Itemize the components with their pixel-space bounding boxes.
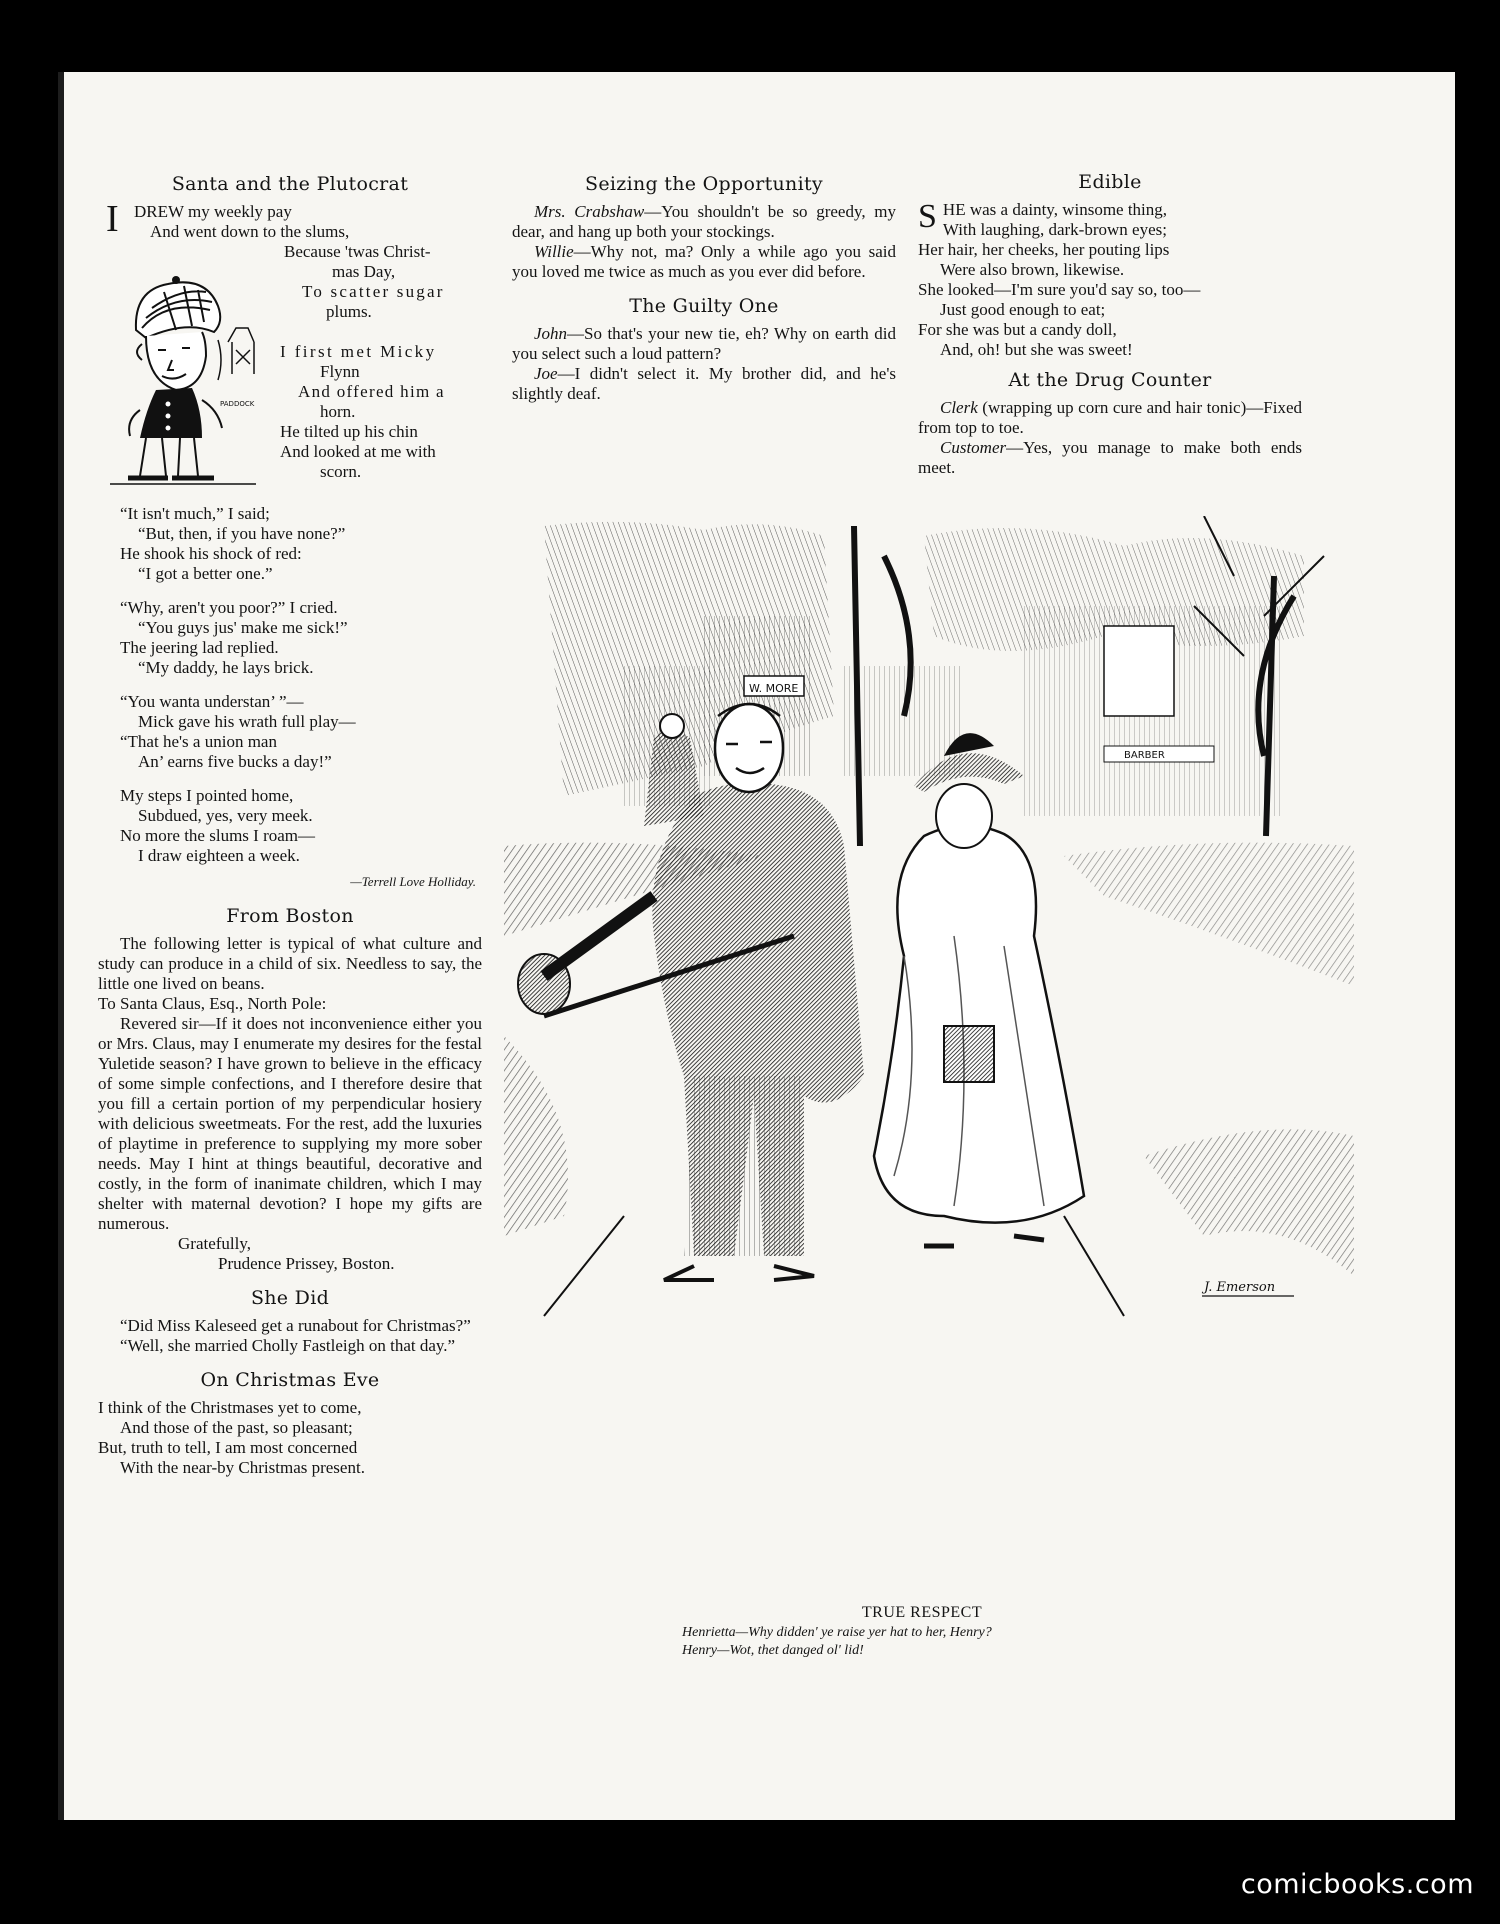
boston-signature: Prudence Prissey, Boston. (218, 1254, 395, 1273)
column-right (918, 172, 1302, 478)
speaker: Willie (534, 242, 574, 261)
poem-text: “I got a better one.” (138, 564, 273, 583)
poem-opening (98, 198, 482, 504)
edible-title: Edible (1078, 171, 1142, 193)
poem-text: “You wanta understan’ ”— (120, 692, 304, 711)
poem-text: “It isn't much,” I said; (120, 504, 270, 523)
guilty-title: The Guilty One (629, 295, 779, 317)
poem-text: I draw eighteen a week. (138, 846, 300, 865)
dialogue: —So that's your new tie, eh? Why on earth did you select such a loud pattern? (512, 324, 896, 363)
store-sign: W. MORE (749, 682, 799, 695)
speaker: Mrs. Crabshaw (534, 202, 645, 221)
poem-text: mas Day, (332, 262, 396, 281)
poem-text: “But, then, if you have none?” (138, 524, 346, 543)
boston-letter: Revered sir—If it does not inconvenience either you or Mrs. Claus, may I enumerate my desires for the festal Yuletide season? I have grown to believe in the efficacy of some simple confections, and I therefore desire that you fill a certain portion of my perpendicular hosiery with delicious sweetmeats. For the rest, add the luxuries of playtime in preference to supplying my more sober needs. May I hint at things beautiful, decorative and costly, in the form of inanimate children, which I may shelter with maternal devotion? I hope my gifts are numerous. (98, 1014, 482, 1233)
poem-text: And looked at me with (280, 442, 436, 461)
poem-text: “That he's a union man (120, 732, 277, 751)
edible-dropcap: S (918, 198, 937, 235)
poem-author: —Terrell Love Holliday. (350, 874, 476, 889)
caption-line-1 (682, 1624, 1162, 1642)
edible-line: With laughing, dark-brown eyes; (942, 220, 1167, 239)
barber-sign: BARBER (1124, 750, 1165, 761)
edible-line: Her hair, her cheeks, her pouting lips (918, 240, 1170, 259)
shedid-question: “Did Miss Kaleseed get a runabout for Christmas?” (120, 1316, 471, 1335)
poem-text: “Why, aren't you poor?” I cried. (120, 598, 338, 617)
poem-dropcap: I (106, 198, 119, 240)
spacer (284, 322, 480, 334)
edible-line: And, oh! but she was sweet! (940, 340, 1133, 359)
poem-text: I first met Micky (280, 342, 437, 361)
boston-closing: Gratefully, (178, 1234, 252, 1253)
dialogue: —I didn't select it. My brother did, and he's slightly deaf. (512, 364, 896, 403)
artist-signature: J. Emerson (1204, 1280, 1276, 1295)
speaker: Henry (682, 1643, 717, 1658)
drug-line-2 (918, 438, 1302, 478)
boston-intro: The following letter is typical of what culture and study can produce in a child of six. Needless to say, the little one lived on beans. (98, 934, 482, 993)
poem-text: The jeering lad replied. (120, 638, 279, 657)
cartoon-caption (682, 1604, 1162, 1660)
column-middle (512, 174, 896, 404)
poem-text: Flynn (320, 362, 360, 381)
edible-line: Were also brown, likewise. (940, 260, 1125, 279)
shedid-answer: “Well, she married Cholly Fastleigh on that day.” (120, 1336, 456, 1355)
edible-line: She looked—I'm sure you'd say so, too— (918, 280, 1201, 299)
true-respect-cartoon-image (504, 516, 1354, 1326)
poem-stanza (98, 504, 482, 584)
poem-text: He shook his shock of red: (120, 544, 302, 563)
poem-text: He tilted up his chin (280, 422, 418, 441)
eve-line: And those of the past, so pleasant; (120, 1418, 353, 1437)
caption-title: TRUE RESPECT (861, 1604, 983, 1621)
poem-text: scorn. (320, 462, 362, 481)
poem-stanza (98, 786, 482, 866)
site-watermark: comicbooks.com (1240, 1869, 1474, 1900)
eve-title: On Christmas Eve (200, 1369, 380, 1391)
shedid-title: She Did (250, 1287, 330, 1309)
seizing-title: Seizing the Opportunity (585, 173, 823, 195)
dialogue: —Yes, you manage to make both ends meet. (918, 438, 1302, 477)
poem-text: My steps I pointed home, (120, 786, 294, 805)
poem-text: “My daddy, he lays brick. (138, 658, 314, 677)
caricature-vignette-image (106, 270, 276, 488)
poem-text: horn. (320, 402, 356, 421)
poem-text: DREW my weekly pay (134, 202, 292, 221)
poem-text: And offered him a (298, 382, 445, 401)
speaker: Customer (940, 438, 1007, 457)
column-left (98, 174, 482, 1478)
poem-title: Santa and the Plutocrat (171, 173, 409, 195)
poem-text: And went down to the slums, (150, 222, 350, 241)
dialogue: (wrapping up corn cure and hair tonic)—Fixed from top to toe. (918, 398, 1302, 437)
poem-line-2 (150, 222, 349, 242)
speaker: Joe (534, 364, 558, 383)
poem-wrap-block-2 (280, 342, 482, 482)
eve-line: I think of the Christmases yet to come, (98, 1398, 362, 1417)
guilty-line-2 (512, 364, 896, 404)
vignette-signature: PADDOCK (220, 400, 255, 408)
poem-text: Because 'twas Christ- (284, 242, 431, 261)
edible-poem (918, 200, 1302, 360)
poem-stanza (98, 598, 482, 678)
drug-title: At the Drug Counter (1008, 369, 1212, 391)
poem-line-1 (134, 202, 292, 222)
dialogue: —You shouldn't be so greedy, my dear, and hang up both your stockings. (512, 202, 896, 241)
poem-text: No more the slums I roam— (120, 826, 315, 845)
eve-line: But, truth to tell, I am most concerned (98, 1438, 358, 1457)
poem-stanza (98, 692, 482, 772)
poem-text: An’ earns five bucks a day!” (138, 752, 332, 771)
magazine-page (58, 72, 1455, 1820)
poem-text: Mick gave his wrath full play— (138, 712, 356, 731)
poem-text: “You guys jus' make me sick!” (138, 618, 348, 637)
speaker: John (534, 324, 568, 343)
poem-text: plums. (326, 302, 372, 321)
boston-title: From Boston (226, 905, 354, 927)
dialogue: —Why not, ma? Only a while ago you said you loved me twice as much as you ever did before. (512, 242, 896, 281)
eve-line: With the near-by Christmas present. (120, 1458, 365, 1477)
boston-salutation: To Santa Claus, Esq., North Pole: (98, 994, 327, 1013)
speaker: Clerk (940, 398, 978, 417)
drug-line-1 (918, 398, 1302, 438)
dialogue: —Why didden' ye raise yer hat to her, Henry? (735, 1625, 992, 1640)
dialogue: —Wot, thet danged ol' lid! (717, 1643, 864, 1658)
edible-line: For she was but a candy doll, (918, 320, 1117, 339)
caption-line-2 (682, 1642, 1162, 1660)
poem-text: Subdued, yes, very meek. (138, 806, 313, 825)
binding-edge (58, 72, 64, 1820)
speaker: Henrietta (682, 1625, 736, 1640)
edible-line: Just good enough to eat; (940, 300, 1106, 319)
poem-text: To scatter sugar (302, 282, 445, 301)
guilty-line-1 (512, 324, 896, 364)
seizing-line-2 (512, 242, 896, 282)
poem-wrap-block (284, 242, 480, 334)
seizing-line-1 (512, 202, 896, 242)
edible-line: HE was a dainty, winsome thing, (942, 200, 1168, 219)
